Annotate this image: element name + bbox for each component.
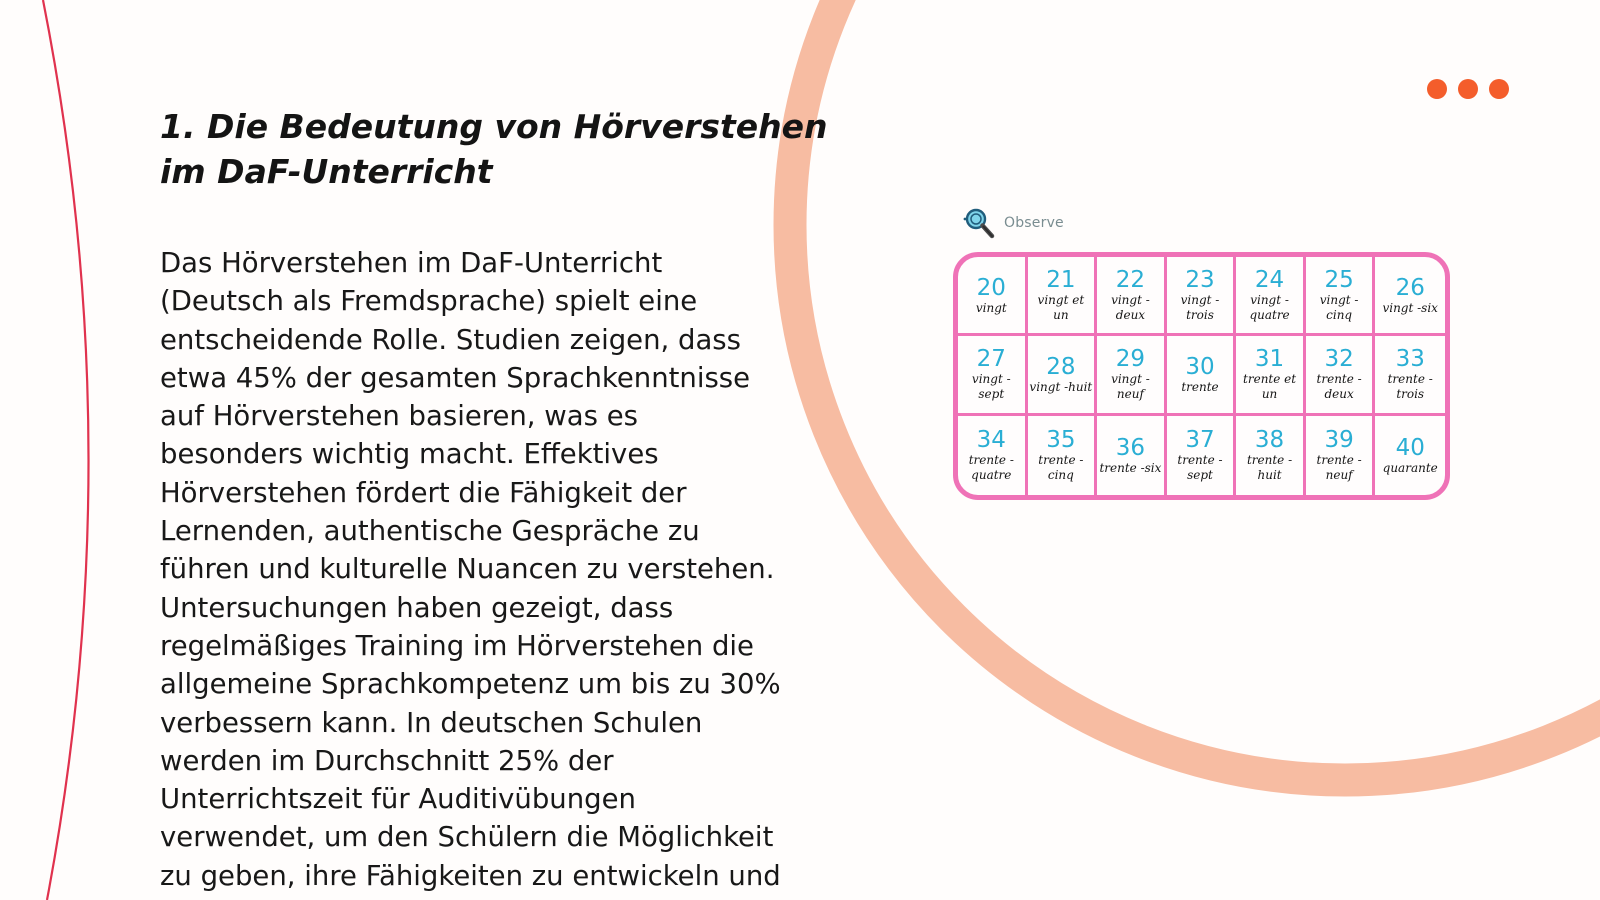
cell-number: 26 bbox=[1395, 274, 1425, 301]
number-cell bbox=[1097, 416, 1167, 495]
cell-word: trente -six bbox=[1099, 460, 1162, 475]
cell-number: 37 bbox=[1185, 427, 1215, 454]
number-cell bbox=[1028, 257, 1098, 336]
number-cell bbox=[1236, 416, 1306, 495]
cell-word: vingt -quatre bbox=[1249, 293, 1290, 323]
number-cell bbox=[1167, 257, 1237, 336]
number-cell bbox=[958, 416, 1028, 495]
cell-number: 25 bbox=[1324, 267, 1354, 294]
cell-word: vingt -cinq bbox=[1319, 293, 1359, 323]
cell-word: vingt -neuf bbox=[1111, 372, 1150, 402]
cell-number: 39 bbox=[1324, 427, 1354, 454]
observe-label: Observe bbox=[1004, 215, 1064, 231]
cell-number: 36 bbox=[1115, 434, 1146, 461]
cell-word: vingt bbox=[975, 300, 1007, 315]
cell-word: trente -cinq bbox=[1038, 453, 1084, 483]
number-cell bbox=[1306, 416, 1376, 495]
cell-number: 20 bbox=[976, 274, 1006, 301]
menu-dots-icon bbox=[1427, 79, 1509, 99]
cell-word: trente -deux bbox=[1316, 372, 1362, 402]
french-number-card bbox=[948, 196, 1458, 516]
cell-word: trente et un bbox=[1243, 372, 1297, 402]
cell-number: 30 bbox=[1185, 353, 1215, 380]
number-cell bbox=[1097, 336, 1167, 415]
cell-number: 23 bbox=[1185, 267, 1215, 294]
dot-2 bbox=[1458, 79, 1478, 99]
cell-number: 38 bbox=[1254, 427, 1285, 454]
number-cell bbox=[1306, 336, 1376, 415]
number-cell bbox=[1375, 257, 1445, 336]
cell-word: trente -huit bbox=[1246, 453, 1293, 483]
cell-number: 31 bbox=[1254, 346, 1285, 373]
dot-1 bbox=[1427, 79, 1447, 99]
number-grid bbox=[953, 252, 1450, 500]
number-cell bbox=[1375, 336, 1445, 415]
cell-word: vingt -deux bbox=[1111, 293, 1150, 323]
cell-word: vingt -huit bbox=[1029, 379, 1093, 394]
number-cell bbox=[958, 257, 1028, 336]
number-cell bbox=[1375, 416, 1445, 495]
cell-word: vingt -sept bbox=[971, 372, 1011, 402]
cell-number: 29 bbox=[1115, 346, 1146, 373]
cell-word: trente -quatre bbox=[968, 453, 1014, 483]
page-title: 1. Die Bedeutung von Hörverstehen im DaF-Unterricht bbox=[160, 107, 828, 191]
cell-number: 35 bbox=[1046, 427, 1076, 454]
number-cell bbox=[1167, 336, 1237, 415]
cell-number: 34 bbox=[976, 427, 1006, 454]
cell-number: 22 bbox=[1115, 267, 1146, 294]
cell-word: vingt -trois bbox=[1180, 293, 1220, 323]
number-cell bbox=[1236, 257, 1306, 336]
cell-word: trente -trois bbox=[1387, 372, 1433, 402]
cell-word: vingt -six bbox=[1382, 300, 1438, 315]
number-cell bbox=[1028, 336, 1098, 415]
number-cell bbox=[1167, 416, 1237, 495]
left-red-arc bbox=[43, 0, 89, 900]
cell-number: 33 bbox=[1395, 346, 1425, 373]
cell-word: quarante bbox=[1382, 460, 1438, 475]
magnifying-glass-icon bbox=[961, 204, 999, 242]
dot-3 bbox=[1489, 79, 1509, 99]
cell-word: trente -sept bbox=[1177, 453, 1223, 483]
cell-number: 40 bbox=[1395, 434, 1425, 461]
number-cell bbox=[958, 336, 1028, 415]
cell-number: 28 bbox=[1046, 353, 1076, 380]
number-cell bbox=[1236, 336, 1306, 415]
cell-number: 32 bbox=[1324, 346, 1354, 373]
cell-number: 24 bbox=[1254, 267, 1285, 294]
cell-number: 27 bbox=[976, 346, 1006, 373]
number-cell bbox=[1306, 257, 1376, 336]
observe-row bbox=[961, 206, 1064, 240]
cell-word: trente bbox=[1181, 379, 1219, 394]
number-cell bbox=[1028, 416, 1098, 495]
cell-word: trente -neuf bbox=[1316, 453, 1362, 483]
cell-number: 21 bbox=[1046, 267, 1076, 294]
cell-word: vingt et un bbox=[1037, 293, 1085, 323]
body-paragraph: Das Hörverstehen im DaF-Unterricht (Deutsch als Fremdsprache) spielt eine entscheidende Rolle. Studien zeigen, dass etwa 45% der gesamten Sprachkenntnisse auf Hörverstehen basieren, was es besonders wichtig macht. Effektives Hörverstehen fördert die Fähigkeit der Lernenden, authentische Gespräche zu führen und kulturelle Nuancen zu verstehen. Untersuchungen haben gezeigt, dass regelmäßiges Training im Hörverstehen die allgemeine Sprachkompetenz um bis zu 30% verbessern kann. In deutschen Schulen werden im Durchschnitt 25% der Unterrichtszeit für Auditivübungen verwendet, um den Schülern die Möglichkeit zu geben, ihre Fähigkeiten zu entwickeln und bbox=[160, 247, 781, 892]
number-cell bbox=[1097, 257, 1167, 336]
